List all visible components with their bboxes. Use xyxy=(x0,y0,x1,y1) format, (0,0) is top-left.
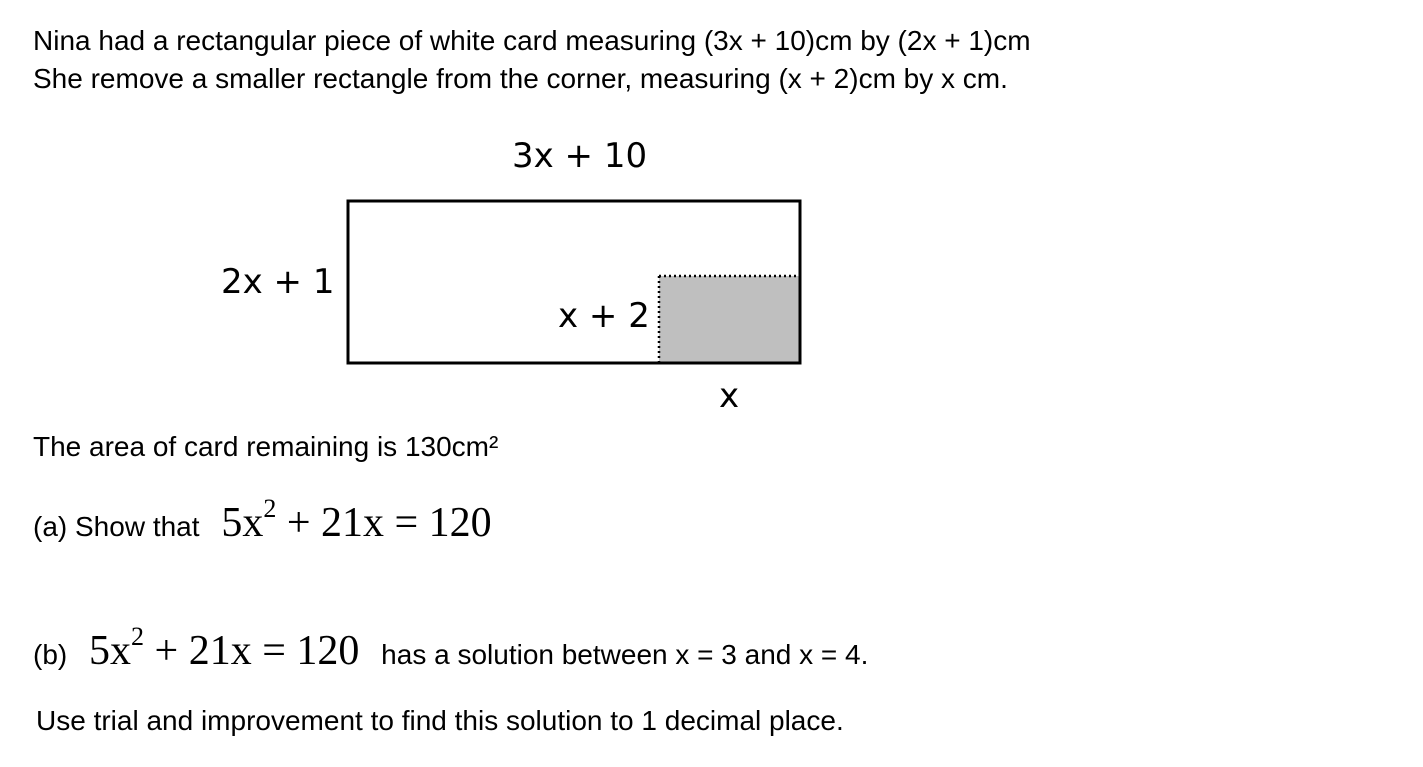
part-b-prefix: (b) xyxy=(33,639,68,670)
part-b-suffix: has a solution between x = 3 and x = 4. xyxy=(381,639,869,670)
intro-line-1: Nina had a rectangular piece of white card measuring (3x + 10)cm by (2x + 1)cm xyxy=(33,25,1031,56)
top-dimension-label: 3x + 10 xyxy=(512,136,648,176)
intro-line-2: She remove a smaller rectangle from the corner, measuring (x + 2)cm by x cm. xyxy=(33,63,1008,94)
cutout-height-label: x + 2 xyxy=(558,296,650,336)
area-statement: The area of card remaining is 130cm² xyxy=(33,431,499,462)
part-a-prefix: (a) Show that xyxy=(33,511,200,542)
part-b-instruction: Use trial and improvement to find this solution to 1 decimal place. xyxy=(36,705,844,736)
part-a xyxy=(33,494,492,546)
part-a-equation: $5x^2 + 21x = 120$ xyxy=(221,494,492,546)
cutout-rectangle xyxy=(659,276,800,363)
cutout-width-label: x xyxy=(719,376,740,416)
part-b xyxy=(33,622,868,674)
left-dimension-label: 2x + 1 xyxy=(221,262,335,302)
part-b-equation: $5x^2 + 21x = 120$ xyxy=(89,622,360,674)
